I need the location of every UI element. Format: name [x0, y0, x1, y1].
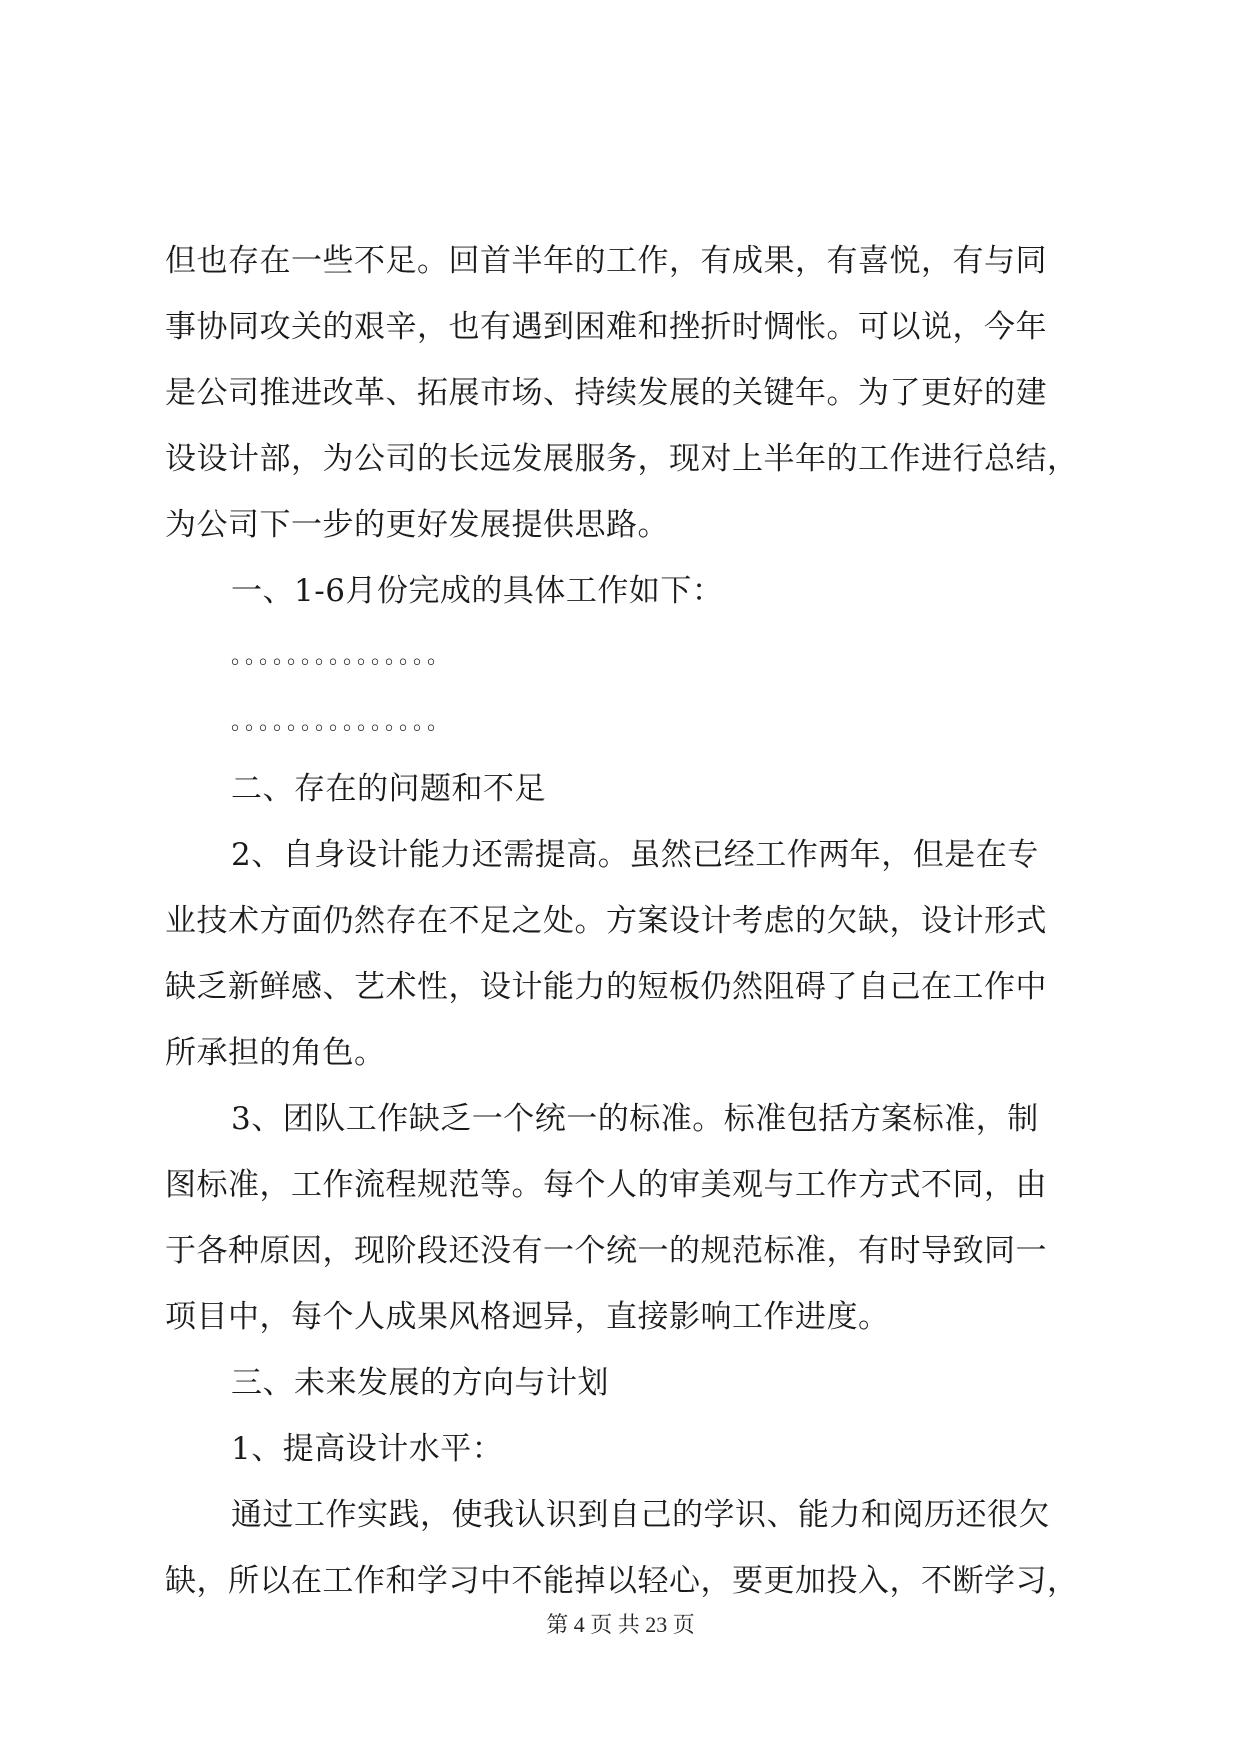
text-line: 1、提高设计水平： — [231, 1431, 504, 1467]
text-line: 二、存在的问题和不足 — [231, 771, 546, 807]
text-line: 图标准，工作流程规范等。每个人的审美观与工作方式不同，由 — [165, 1167, 1047, 1203]
text-line: 通过工作实践，使我认识到自己的学识、能力和阅历还很欠 — [231, 1497, 1050, 1533]
page-footer: 第 4 页 共 23 页 — [546, 1612, 695, 1637]
text-line: 为公司下一步的更好发展提供思路。 — [165, 507, 669, 543]
text-line: 业技术方面仍然存在不足之处。方案设计考虑的欠缺，设计形式 — [165, 903, 1047, 939]
document-body — [165, 228, 1085, 1614]
text-line: 3、团队工作缺乏一个统一的标准。标准包括方案标准，制 — [231, 1101, 1039, 1137]
text-line: 2、自身设计能力还需提高。虽然已经工作两年，但是在专 — [231, 837, 1039, 873]
text-line: 三、未来发展的方向与计划 — [231, 1365, 609, 1401]
ellipsis-line: 。。。。。。。。。。。。。。。 — [231, 710, 453, 735]
text-line: 项目中，每个人成果风格迥异，直接影响工作进度。 — [165, 1299, 890, 1335]
text-line: 是公司推进改革、拓展市场、持续发展的关键年。为了更好的建 — [165, 375, 1047, 411]
text-line: 缺乏新鲜感、艺术性，设计能力的短板仍然阻碍了自己在工作中 — [165, 969, 1047, 1005]
text-line: 设设计部，为公司的长远发展服务，现对上半年的工作进行总结， — [165, 441, 1079, 477]
text-line: 所承担的角色。 — [165, 1035, 386, 1071]
text-line: 事协同攻关的艰辛，也有遇到困难和挫折时惆怅。可以说，今年 — [165, 309, 1047, 345]
text-line: 于各种原因，现阶段还没有一个统一的规范标准，有时导致同一 — [165, 1233, 1047, 1269]
text-line: 一、1-6月份完成的具体工作如下： — [231, 573, 724, 609]
text-line: 但也存在一些不足。回首半年的工作，有成果，有喜悦，有与同 — [165, 243, 1047, 279]
ellipsis-line: 。。。。。。。。。。。。。。。 — [231, 644, 453, 669]
text-line: 缺，所以在工作和学习中不能掉以轻心，要更加投入，不断学习， — [165, 1563, 1079, 1599]
